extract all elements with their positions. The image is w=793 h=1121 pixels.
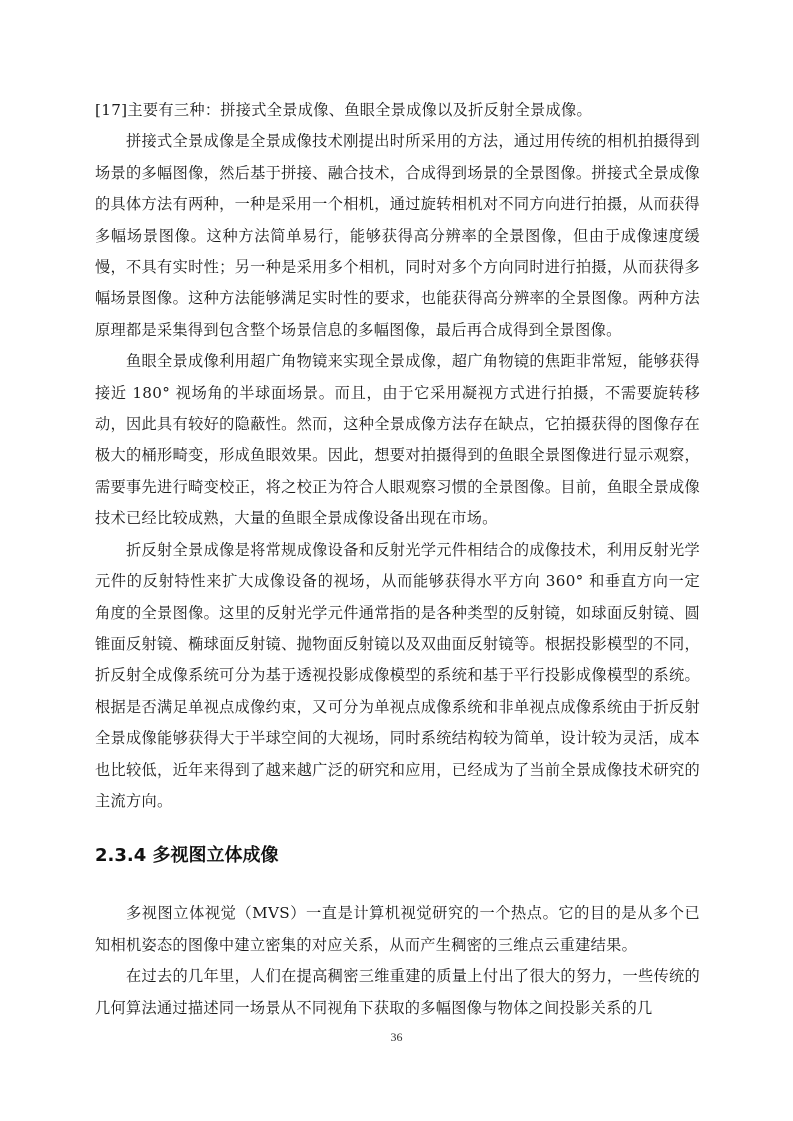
paragraph-mvs-history: 在过去的几年里，人们在提高稠密三维重建的质量上付出了很大的努力，一些传统的几何算法通过描述同一场景从不同视角下获取的多幅图像与物体之间投影关系的几: [95, 967, 700, 1017]
page-body: [95, 95, 700, 1024]
page-number: 36: [390, 1030, 403, 1044]
paragraph-intro-continuation: [17]主要有三种：拼接式全景成像、鱼眼全景成像以及折反射全景成像。: [95, 101, 593, 119]
paragraph-fisheye-panorama: 鱼眼全景成像利用超广角物镜来实现全景成像，超广角物镜的焦距非常短，能够获得接近 180° 视场角的半球面场景。而且，由于它采用凝视方式进行拍摄，不需要旋转移动，因此具有较好的隐蔽性。然而，这种全景成像方法存在缺点，它拍摄获得的图像存在极大的桶形畸变，形成鱼眼效果。因此，想要对拍摄得到的鱼眼全景图像进行显示观察，需要事先进行畸变校正，将之校正为符合人眼观察习惯的全景图像。目前，鱼眼全景成像技术已经比较成熟，大量的鱼眼全景成像设备出现在市场。: [95, 352, 700, 528]
section-heading: 2.3.4 多视图立体成像: [95, 845, 279, 867]
paragraph-mvs-intro: 多视图立体视觉（MVS）一直是计算机视觉研究的一个热点。它的目的是从多个已知相机姿态的图像中建立密集的对应关系，从而产生稠密的三维点云重建结果。: [95, 904, 700, 954]
section-heading-wrap: [95, 844, 700, 868]
paragraph-catadioptric-panorama: 折反射全景成像是将常规成像设备和反射光学元件相结合的成像技术，利用反射光学元件的反射特性来扩大成像设备的视场，从而能够获得水平方向 360° 和垂直方向一定角度的全景图像。这里的反射光学元件通常指的是各种类型的反射镜，如球面反射镜、圆锥面反射镜、椭球面反射镜、抛物面反射镜以及双曲面反射镜等。根据投影模型的不同，折反射全成像系统可分为基于透视投影成像模型的系统和基于平行投影成像模型的系统。根据是否满足单视点成像约束，又可分为单视点成像系统和非单视点成像系统由于折反射全景成像能够获得大于半球空间的大视场，同时系统结构较为简单，设计较为灵活，成本也比较低，近年来得到了越来越广泛的研究和应用，已经成为了当前全景成像技术研究的主流方向。: [95, 540, 700, 810]
paragraph-stitching-panorama: 拼接式全景成像是全景成像技术刚提出时所采用的方法，通过用传统的相机拍摄得到场景的多幅图像，然后基于拼接、融合技术，合成得到场景的全景图像。拼接式全景成像的具体方法有两种，一种是采用一个相机，通过旋转相机对不同方向进行拍摄，从而获得多幅场景图像。这种方法简单易行，能够获得高分辨率的全景图像，但由于成像速度缓慢，不具有实时性；另一种是采用多个相机，同时对多个方向同时进行拍摄，从而获得多幅场景图像。这种方法能够满足实时性的要求，也能获得高分辨率的全景图像。两种方法原理都是采集得到包含整个场景信息的多幅图像，最后再合成得到全景图像。: [95, 132, 700, 339]
